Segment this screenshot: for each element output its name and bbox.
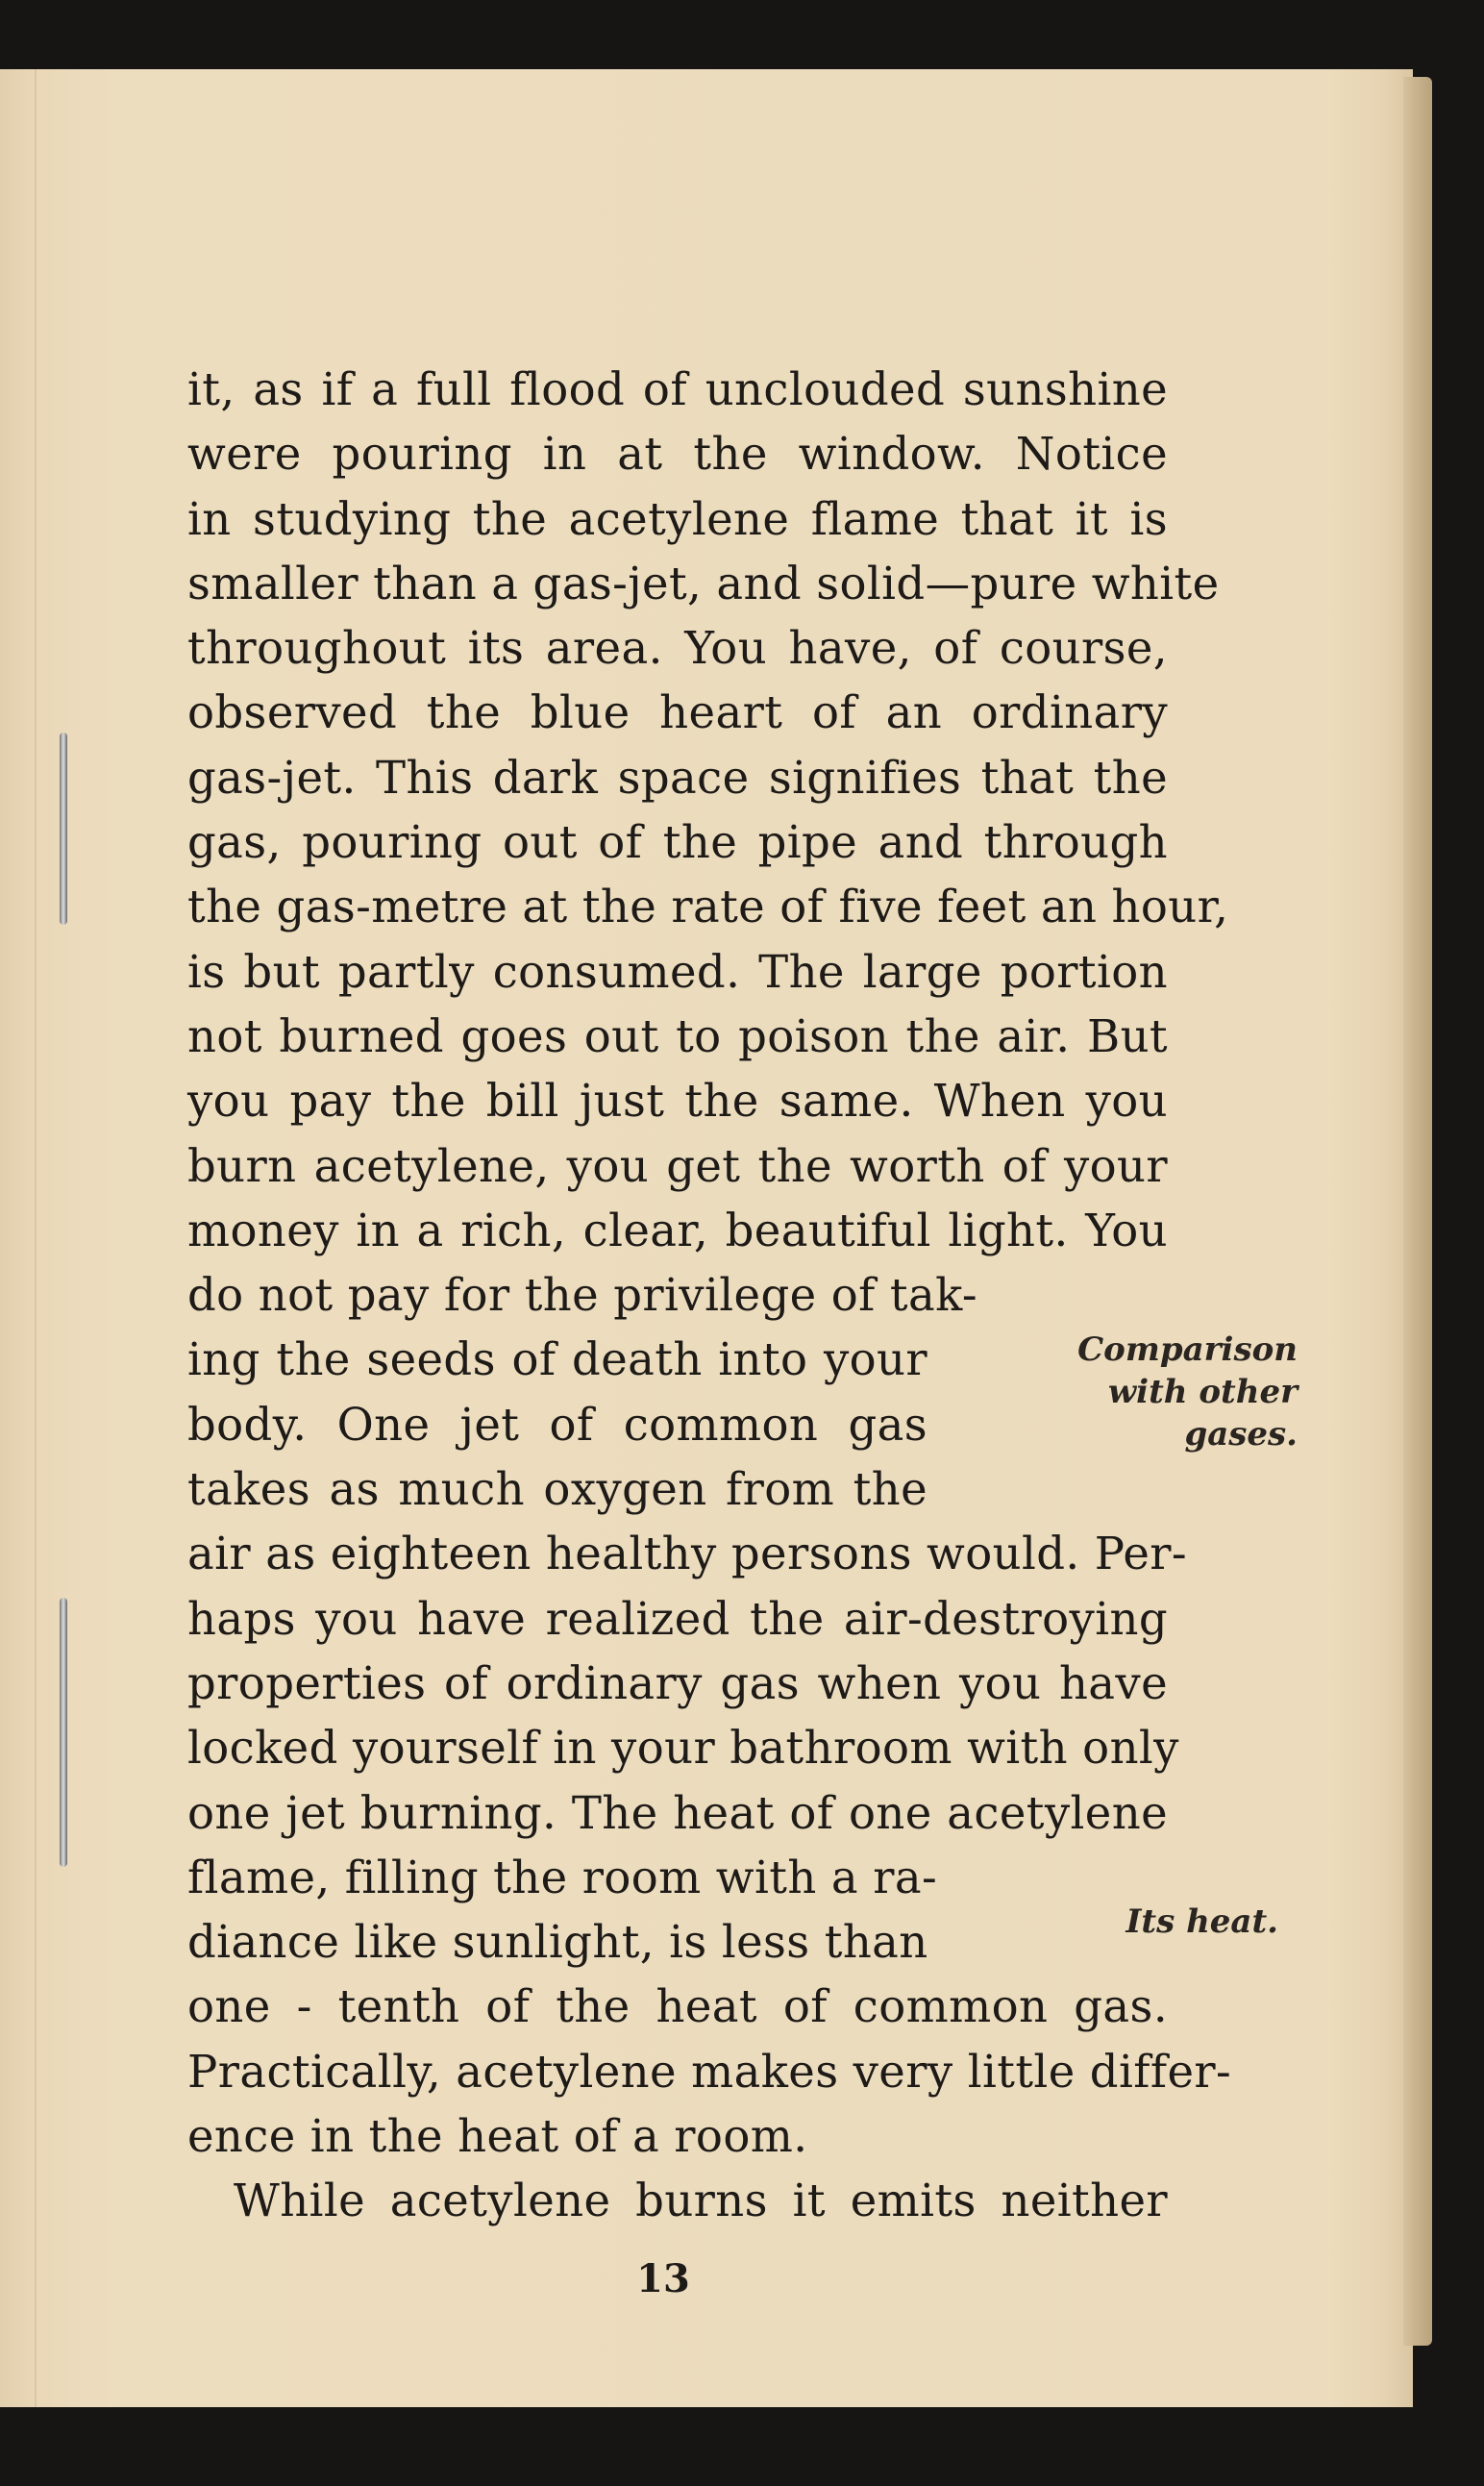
text-line: burn acetylene, you get the worth of your xyxy=(187,1139,1168,1192)
text-line: ence in the heat of a room. xyxy=(187,2110,808,2163)
text-line: properties of ordinary gas when you have xyxy=(187,1656,1168,1709)
binding-fold xyxy=(35,69,37,2407)
text-line: ing the seeds of death into your xyxy=(187,1333,928,1386)
text-line: flame, filling the room with a ra- xyxy=(187,1851,938,1903)
text-line: do not pay for the privilege of tak- xyxy=(187,1269,977,1322)
text-line: locked yourself in your bathroom with only xyxy=(187,1722,1179,1775)
page-number: 13 xyxy=(636,2256,690,2301)
text-line: takes as much oxygen from the xyxy=(187,1463,928,1516)
margin-note-heat: Its heat. xyxy=(1125,1902,1278,1941)
text-line: one - tenth of the heat of common gas. xyxy=(187,1980,1168,2033)
text-line: While acetylene burns it emits neither xyxy=(234,2175,1168,2227)
text-line: gas, pouring out of the pipe and through xyxy=(187,816,1168,869)
text-line: it, as if a full flood of unclouded sunshine xyxy=(187,363,1168,415)
text-line: the gas-metre at the rate of five feet an hour, xyxy=(187,881,1229,933)
text-line: air as eighteen healthy persons would. Per- xyxy=(187,1528,1188,1580)
book-page xyxy=(0,69,1413,2407)
text-line: you pay the bill just the same. When you xyxy=(187,1075,1168,1128)
text-line: Practically, acetylene makes very little differ- xyxy=(187,2045,1232,2098)
text-line: not burned goes out to poison the air. But xyxy=(187,1009,1168,1062)
text-line: money in a rich, clear, beautiful light. You xyxy=(187,1204,1168,1256)
text-line: were pouring in at the window. Notice xyxy=(187,428,1168,481)
staple-top xyxy=(60,733,67,925)
text-line: gas-jet. This dark space signifies that the xyxy=(187,751,1168,804)
text-line: smaller than a gas-jet, and solid—pure white xyxy=(187,557,1220,609)
text-line: haps you have realized the air-destroying xyxy=(187,1592,1168,1645)
text-line: diance like sunlight, is less than xyxy=(187,1916,928,1969)
text-line: in studying the acetylene flame that it is xyxy=(187,492,1168,545)
text-line: body. One jet of common gas xyxy=(187,1398,928,1451)
text-line: throughout its area. You have, of course, xyxy=(187,622,1168,675)
text-line: is but partly consumed. The large portion xyxy=(187,945,1168,998)
margin-note-comparison xyxy=(952,1329,1298,1455)
margin-note-line: gases. xyxy=(1184,1415,1298,1454)
margin-note-line: with other xyxy=(1107,1373,1298,1411)
page-stack-edge xyxy=(1403,77,1432,2346)
text-line: one jet burning. The heat of one acetylene xyxy=(187,1786,1168,1839)
staple-bottom xyxy=(60,1598,67,1867)
margin-note-line: Comparison xyxy=(1077,1330,1298,1369)
text-line: observed the blue heart of an ordinary xyxy=(187,686,1168,739)
